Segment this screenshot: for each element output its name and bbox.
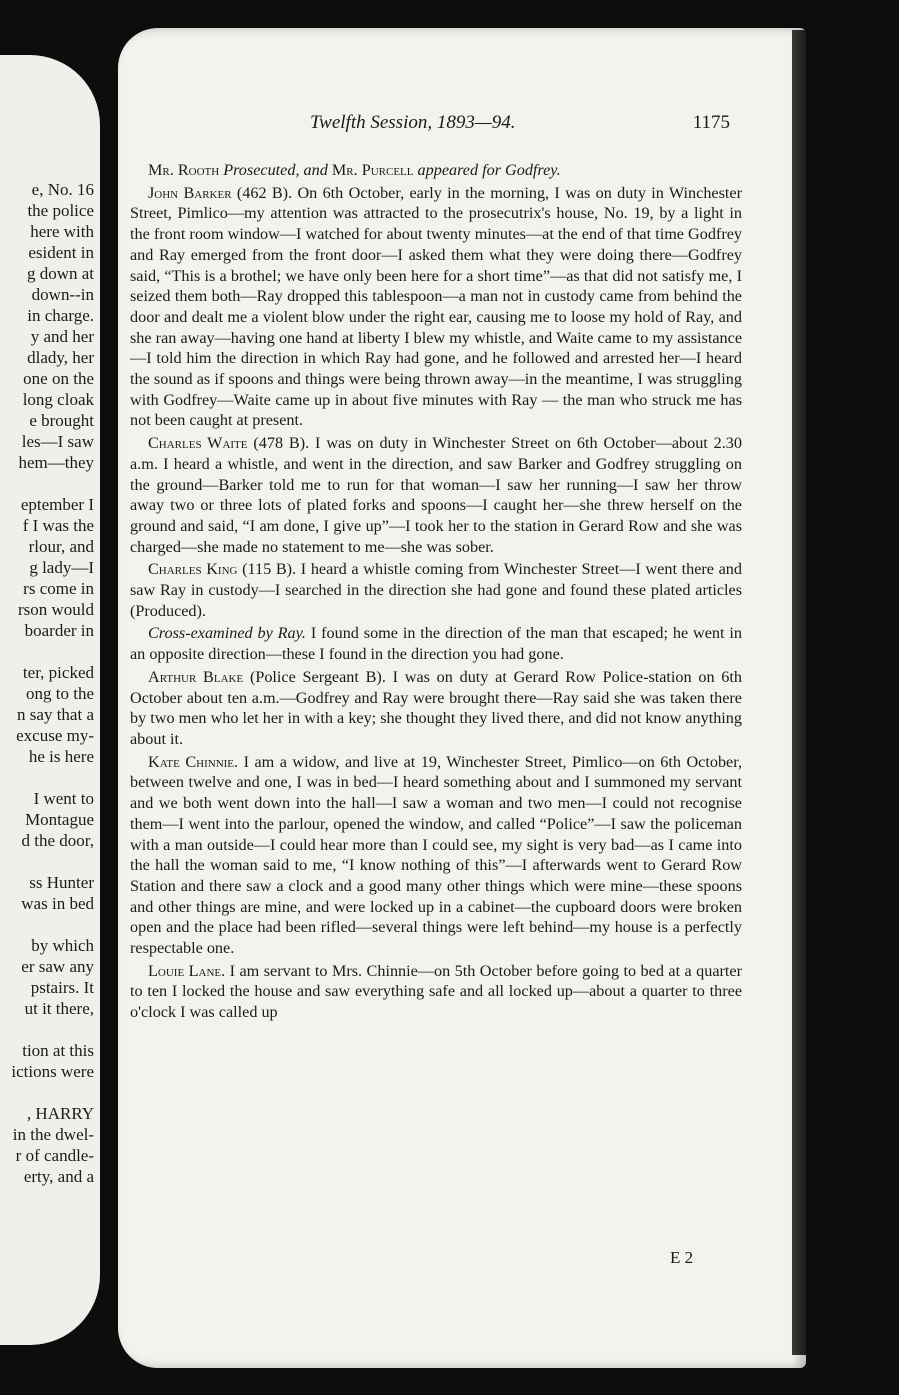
counsel-role-2: appeared for Godfrey. — [413, 161, 561, 179]
facing-page-line: rlour, and — [28, 537, 94, 556]
page-number: 1175 — [692, 112, 730, 133]
facing-page-line: e brought — [29, 411, 94, 430]
witness-name: Charles Waite — [148, 434, 248, 453]
counsel-name: Mr. Rooth — [148, 161, 220, 179]
facing-page-line: the police — [27, 201, 94, 220]
facing-page-line: ong to the — [26, 684, 94, 703]
testimony-text: (115 B). I heard a whistle coming from Winchester Street—I went there and saw Ray in custody—I searched in the direction she had gone and found these plated articles (Produced). — [130, 560, 742, 620]
testimony-text: I am servant to Mrs. Chinnie—on 5th October before going to bed at a quarter to ten I locked the house and saw everything safe and all locked up—about a quarter to three o'clock I was called up — [130, 961, 743, 1022]
facing-page-line: f I was the — [22, 516, 94, 535]
testimony-text: I am a widow, and live at 19, Winchester Street, Pimlico—on 6th October, between twelve and one, I was in bed—I heard something about and I summoned my servant and we both went down into the hall—I saw a woman and two men—I could not recognise them—I went into the parlour, opened the window, and called “Police”—I saw the policeman with a man outside—I could hear more than I could see, my sight is very bad—as I came into the hall the woman said to me, “I know nothing of this”—I afterwards went to Gerard Row Station and there saw a clock and a good many other things which were mine—these spoons and other things are mine, and were locked up in a cabinet—the cupboard doors were broken open and the place had been rifled—several things were left behind—my house is a perfectly respectable one. — [130, 752, 743, 958]
witness-name: Charles King — [148, 560, 238, 579]
paragraph-cross-examination — [130, 623, 742, 664]
facing-page-line: les—I saw — [21, 432, 94, 451]
facing-page-line: in the dwel- — [12, 1125, 94, 1144]
facing-page-line: here with — [30, 222, 94, 241]
facing-page-line: er saw any — [21, 957, 94, 976]
facing-page-line: tion at this — [22, 1041, 94, 1060]
facing-page-line: in charge. — [27, 306, 94, 325]
running-header — [310, 112, 740, 142]
witness-name: Kate Chinnie. — [148, 752, 239, 771]
facing-page-line: rson would — [17, 600, 94, 619]
paragraph-testimony — [130, 752, 742, 959]
facing-page-line: ut it there, — [24, 999, 94, 1018]
facing-page-line: pstairs. It — [30, 978, 94, 997]
witness-name: Arthur Blake — [148, 667, 244, 686]
facing-page-line: rs come in — [23, 579, 94, 598]
page-body — [130, 160, 742, 1025]
testimony-text: (478 B). I was on duty in Winchester Street on 6th October—about 2.30 a.m. I heard a whistle, and went in the direction, and saw Barker and Godfrey struggling on the ground—Barker told me to run for that woman—I saw her running—I saw her throw away two or three lots of plated forks and spoons—I caught her—she threw herself on the ground and said, “I am done, I give up”—I took her to the station in Gerard Row and she was charged—she made no statement to me—she was sober. — [130, 434, 742, 556]
paragraph-testimony — [130, 433, 742, 557]
facing-page-line: down--in — [31, 285, 94, 304]
paragraph-testimony — [130, 961, 742, 1023]
facing-page-line: excuse my- — [16, 726, 94, 745]
paragraph-testimony — [130, 183, 742, 431]
facing-page-line: g down at — [26, 264, 94, 283]
facing-page-line: hem—they — [18, 453, 94, 472]
facing-page-line: boarder in — [24, 621, 94, 640]
facing-page-line: dlady, her — [27, 348, 94, 367]
facing-page-line: n say that a — [17, 705, 94, 724]
facing-page-line: long cloak — [22, 390, 94, 409]
facing-page-line: erty, and a — [23, 1167, 94, 1186]
facing-page-line: was in bed — [21, 894, 94, 913]
paragraph-testimony — [130, 667, 742, 750]
signature-mark: E 2 — [670, 1248, 694, 1267]
facing-page-line: one on the — [23, 369, 94, 388]
facing-page-line: g lady—I — [29, 558, 94, 577]
cross-examination-label: Cross-examined by Ray. — [148, 624, 306, 643]
page-edge-shadow — [792, 30, 806, 1355]
facing-page-line: y and her — [30, 327, 94, 346]
facing-page-line: esident in — [28, 243, 94, 262]
facing-page-line: Montague — [25, 810, 94, 829]
paragraph-counsel — [130, 160, 742, 181]
facing-page-fragment — [0, 55, 100, 1345]
facing-page-line: , HARRY — [26, 1104, 94, 1123]
counsel-role: Prosecuted, and — [219, 161, 332, 179]
facing-page-line: I went to — [33, 789, 94, 808]
facing-page-line: ss Hunter — [29, 873, 94, 892]
testimony-text: (Police Sergeant B). I was on duty at Gerard Row Police-station on 6th October about ten a.m.—Godfrey and Ray were brought there—Ray said she was taken there by two men who let her in with a key; she thought they lived there, and did not know anything about it. — [130, 667, 742, 748]
facing-page-line: by which — [31, 936, 94, 955]
facing-page-line: ictions were — [11, 1062, 94, 1081]
facing-page-line: e, No. 16 — [31, 180, 94, 199]
running-title: Twelfth Session, 1893—94. — [310, 112, 516, 133]
facing-page-line: eptember I — [20, 495, 94, 514]
counsel-name-2: Mr. Purcell — [331, 161, 414, 179]
witness-name: John Barker — [148, 183, 232, 202]
facing-page-line: r of candle- — [15, 1146, 94, 1165]
testimony-text: I found some in the direction of the man that escaped; he went in an opposite direction—these I found in the direction you had gone. — [130, 624, 742, 664]
witness-name: Louie Lane. — [148, 961, 226, 980]
paragraph-testimony — [130, 559, 742, 621]
facing-page-line: ter, picked — [22, 663, 94, 682]
facing-page-line: he is here — [28, 747, 94, 766]
testimony-text: (462 B). On 6th October, early in the morning, I was on duty in Winchester Street, Pimlico—my attention was attracted to the prosecutrix's house, No. 19, by a light in the front room window—I watched for about twenty minutes—at the end of that time Godfrey and Ray emerged from the front door—I asked them what they were doing there—Godfrey said, “This is a brothel; we have only been here for a short time”—as that did not satisfy me, I seized them both—Ray dropped this tablespoon—a man not in custody came from behind the door and dealt me a violent blow under the right ear, causing me to loose my hold of Ray, and she ran away—having one hand at liberty I blew my whistle, and Waite came to my assistance—I told him the direction in which Ray had gone, and he followed and arrested her—I heard the sound as if spoons and things were being thrown away—in the meantime, I was struggling with Godfrey—Waite came up in about five minutes with Ray — the man who struck me has not been caught at present. — [130, 183, 742, 430]
facing-page-line: d the door, — [21, 831, 94, 850]
